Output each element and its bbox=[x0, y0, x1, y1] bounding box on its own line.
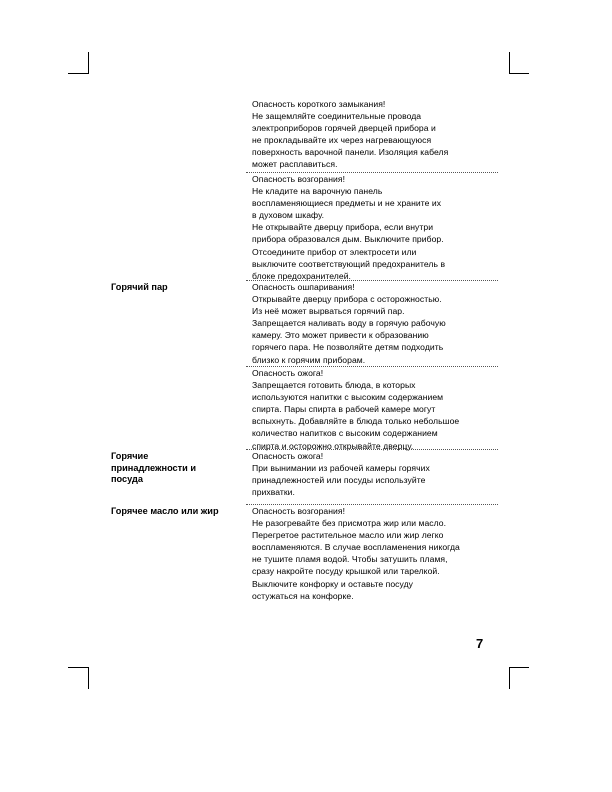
text-line: принадлежностей или посуды используйте bbox=[252, 475, 426, 486]
text-line: Опасность ошпаривания! bbox=[252, 282, 355, 292]
section-heading-hot-accessories bbox=[111, 451, 251, 486]
text-line: Не кладите на варочную панель bbox=[252, 186, 383, 197]
text-line: Не защемляйте соединительные провода bbox=[252, 111, 422, 122]
text-line: поверхность варочной панели. Изоляция кабеля bbox=[252, 147, 449, 158]
heading-line: Горячие bbox=[111, 451, 149, 461]
text-line: Опасность ожога! bbox=[252, 451, 324, 461]
text-line: блоке предохранителей. bbox=[252, 270, 351, 281]
warning-short-circuit bbox=[252, 98, 502, 171]
text-line: остужаться на конфорке. bbox=[252, 590, 354, 601]
text-line: прихватки. bbox=[252, 487, 295, 498]
text-line: Опасность короткого замыкания! bbox=[252, 99, 386, 109]
text-line: электроприборов горячей дверцей прибора и bbox=[252, 123, 436, 134]
warning-scald bbox=[252, 281, 502, 366]
text-line: При вынимании из рабочей камеры горячих bbox=[252, 463, 430, 474]
text-line: камеру. Это может привести к образованию bbox=[252, 330, 429, 341]
crop-mark-top-right-vertical bbox=[509, 52, 510, 74]
text-line: Выключите конфорку и оставьте посуду bbox=[252, 578, 413, 589]
heading-line: принадлежности и bbox=[111, 462, 197, 473]
text-line: Перегретое растительное масло или жир легко bbox=[252, 530, 444, 541]
text-line: Отсоедините прибор от электросети или bbox=[252, 246, 417, 257]
crop-mark-bottom-left-horizontal bbox=[68, 667, 88, 668]
text-line: Не разогревайте без присмотра жир или масло. bbox=[252, 518, 447, 529]
heading-line: посуда bbox=[111, 474, 143, 484]
warning-burn-accessories bbox=[252, 450, 502, 498]
text-line: Из неё может вырваться горячий пар. bbox=[252, 306, 405, 317]
text-line: спирта. Пары спирта в рабочей камере могут bbox=[252, 404, 436, 415]
section-heading-hot-oil bbox=[111, 506, 251, 518]
text-line: не тушите пламя водой. Чтобы затушить пламя, bbox=[252, 554, 448, 565]
section-heading-hot-steam bbox=[111, 282, 251, 294]
text-line: не прокладывайте их через нагревающуюся bbox=[252, 135, 432, 146]
crop-mark-bottom-left-vertical bbox=[88, 667, 89, 689]
crop-mark-top-left-horizontal bbox=[68, 73, 88, 74]
warning-burn-alcohol bbox=[252, 367, 502, 452]
heading-line: Горячий пар bbox=[111, 282, 168, 292]
text-line: в духовом шкафу. bbox=[252, 210, 325, 221]
text-line: Открывайте дверцу прибора с осторожностью. bbox=[252, 294, 442, 305]
text-line: количество напитков с высоким содержанием bbox=[252, 428, 438, 439]
warning-fire bbox=[252, 173, 502, 282]
text-line: близко к горячим приборам. bbox=[252, 354, 366, 365]
text-line: используются напитки с высоким содержанием bbox=[252, 392, 444, 403]
crop-mark-top-left-vertical bbox=[88, 52, 89, 74]
text-line: горячего пара. Не позволяйте детям подходить bbox=[252, 342, 444, 353]
text-line: выключите соответствующий предохранитель в bbox=[252, 258, 446, 269]
text-line: сразу накройте посуду крышкой или тарелкой. bbox=[252, 566, 440, 577]
text-line: Опасность возгорания! bbox=[252, 174, 346, 184]
text-line: прибора образовался дым. Выключите прибор. bbox=[252, 234, 444, 245]
text-line: спирта и осторожно открывайте дверцу. bbox=[252, 440, 414, 451]
heading-line: Горячее масло или жир bbox=[111, 506, 219, 516]
crop-mark-top-right-horizontal bbox=[509, 73, 529, 74]
text-line: может расплавиться. bbox=[252, 159, 338, 170]
text-line: Запрещается наливать воду в горячую рабочую bbox=[252, 318, 446, 329]
text-line: вспыхнуть. Добавляйте в блюда только небольшое bbox=[252, 416, 460, 427]
text-line: Не открывайте дверцу прибора, если внутри bbox=[252, 222, 434, 233]
crop-mark-bottom-right-horizontal bbox=[509, 667, 529, 668]
warning-fire-oil bbox=[252, 505, 502, 602]
text-line: воспламеняются. В случае воспламенения никогда bbox=[252, 542, 460, 553]
text-line: Опасность ожога! bbox=[252, 368, 324, 378]
crop-mark-bottom-right-vertical bbox=[509, 667, 510, 689]
text-line: Опасность возгорания! bbox=[252, 506, 346, 516]
page-number: 7 bbox=[476, 636, 484, 651]
text-line: воспламеняющиеся предметы и не храните их bbox=[252, 198, 442, 209]
text-line: Запрещается готовить блюда, в которых bbox=[252, 380, 416, 391]
